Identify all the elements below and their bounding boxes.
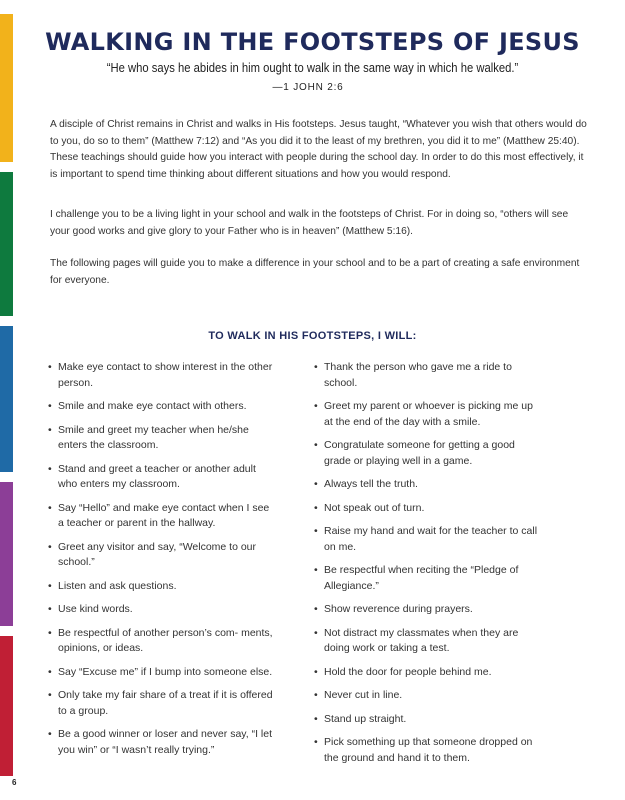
list-item: • Thank the person who gave me a ride to school. <box>314 360 542 391</box>
page-title: WALKING IN THE FOOTSTEPS OF JESUS <box>45 28 580 56</box>
page-number: 6 <box>12 778 17 787</box>
list-item: • Be a good winner or loser and never say, “I let you win” or “I wasn’t really trying.” <box>48 727 276 758</box>
list-item: • Smile and make eye contact with others. <box>48 399 276 415</box>
list-item: • Never cut in line. <box>314 688 542 704</box>
list-item: • Use kind words. <box>48 602 276 618</box>
section-heading: TO WALK IN HIS FOOTSTEPS, I WILL: <box>208 330 417 342</box>
color-bar-purple <box>0 482 13 626</box>
list-item: • Greet any visitor and say, “Welcome to our school.” <box>48 540 276 571</box>
list-item: • Hold the door for people behind me. <box>314 665 542 681</box>
color-bar-red <box>0 636 13 776</box>
scripture-quote: “He who says he abides in him ought to walk in the same way in which he walked.” <box>106 61 519 75</box>
list-item: • Not distract my classmates when they are doing work or taking a test. <box>314 626 542 657</box>
list-item: • Pick something up that someone dropped on the ground and hand it to them. <box>314 735 542 766</box>
list-item: • Be respectful when reciting the “Pledge of Allegiance.” <box>314 563 542 594</box>
color-bar-blue <box>0 326 13 472</box>
list-item: • Make eye contact to show interest in the other person. <box>48 360 276 391</box>
list-item: • Listen and ask questions. <box>48 579 276 595</box>
list-item: • Congratulate someone for getting a good grade or playing well in a game. <box>314 438 542 469</box>
list-item: • Only take my fair share of a treat if it is offered to a group. <box>48 688 276 719</box>
list-item: • Show reverence during prayers. <box>314 602 542 618</box>
list-item: • Stand up straight. <box>314 712 542 728</box>
list-item: • Say “Excuse me” if I bump into someone else. <box>48 665 276 681</box>
commitment-list-right <box>314 360 542 774</box>
list-item: • Say “Hello” and make eye contact when I see a teacher or parent in the hallway. <box>48 501 276 532</box>
scripture-citation: —1 JOHN 2:6 <box>272 82 344 93</box>
list-item: • Raise my hand and wait for the teacher to call on me. <box>314 524 542 555</box>
commitment-list-left <box>48 360 276 766</box>
list-item: • Smile and greet my teacher when he/she enters the classroom. <box>48 423 276 454</box>
intro-paragraph-1: A disciple of Christ remains in Christ and walks in His footsteps. Jesus taught, “Whatever you wish that others would do to you, do so to them” (Matthew 7:12) and “As you did it to the least of my brethren, you did it to me” (Matthew 25:40). These teachings should guide how you interact with people during the school day. In order to do this most effectively, it is important to spend time thinking about different situations and how you would respond. <box>50 119 587 180</box>
list-item: • Always tell the truth. <box>314 477 542 493</box>
intro-paragraph-3: The following pages will guide you to make a difference in your school and to be a part of creating a safe environment for everyone. <box>50 258 580 286</box>
list-item: • Greet my parent or whoever is picking me up at the end of the day with a smile. <box>314 399 542 430</box>
list-item: • Be respectful of another person’s com- ments, opinions, or ideas. <box>48 626 276 657</box>
intro-paragraph-2: I challenge you to be a living light in your school and walk in the footsteps of Christ. For in doing so, “others will see your good works and give glory to your Father who is in heaven” (Matthew 5:16). <box>50 209 569 237</box>
list-item: • Not speak out of turn. <box>314 501 542 517</box>
list-item: • Stand and greet a teacher or another adult who enters my classroom. <box>48 462 276 493</box>
color-bar-green <box>0 172 13 316</box>
